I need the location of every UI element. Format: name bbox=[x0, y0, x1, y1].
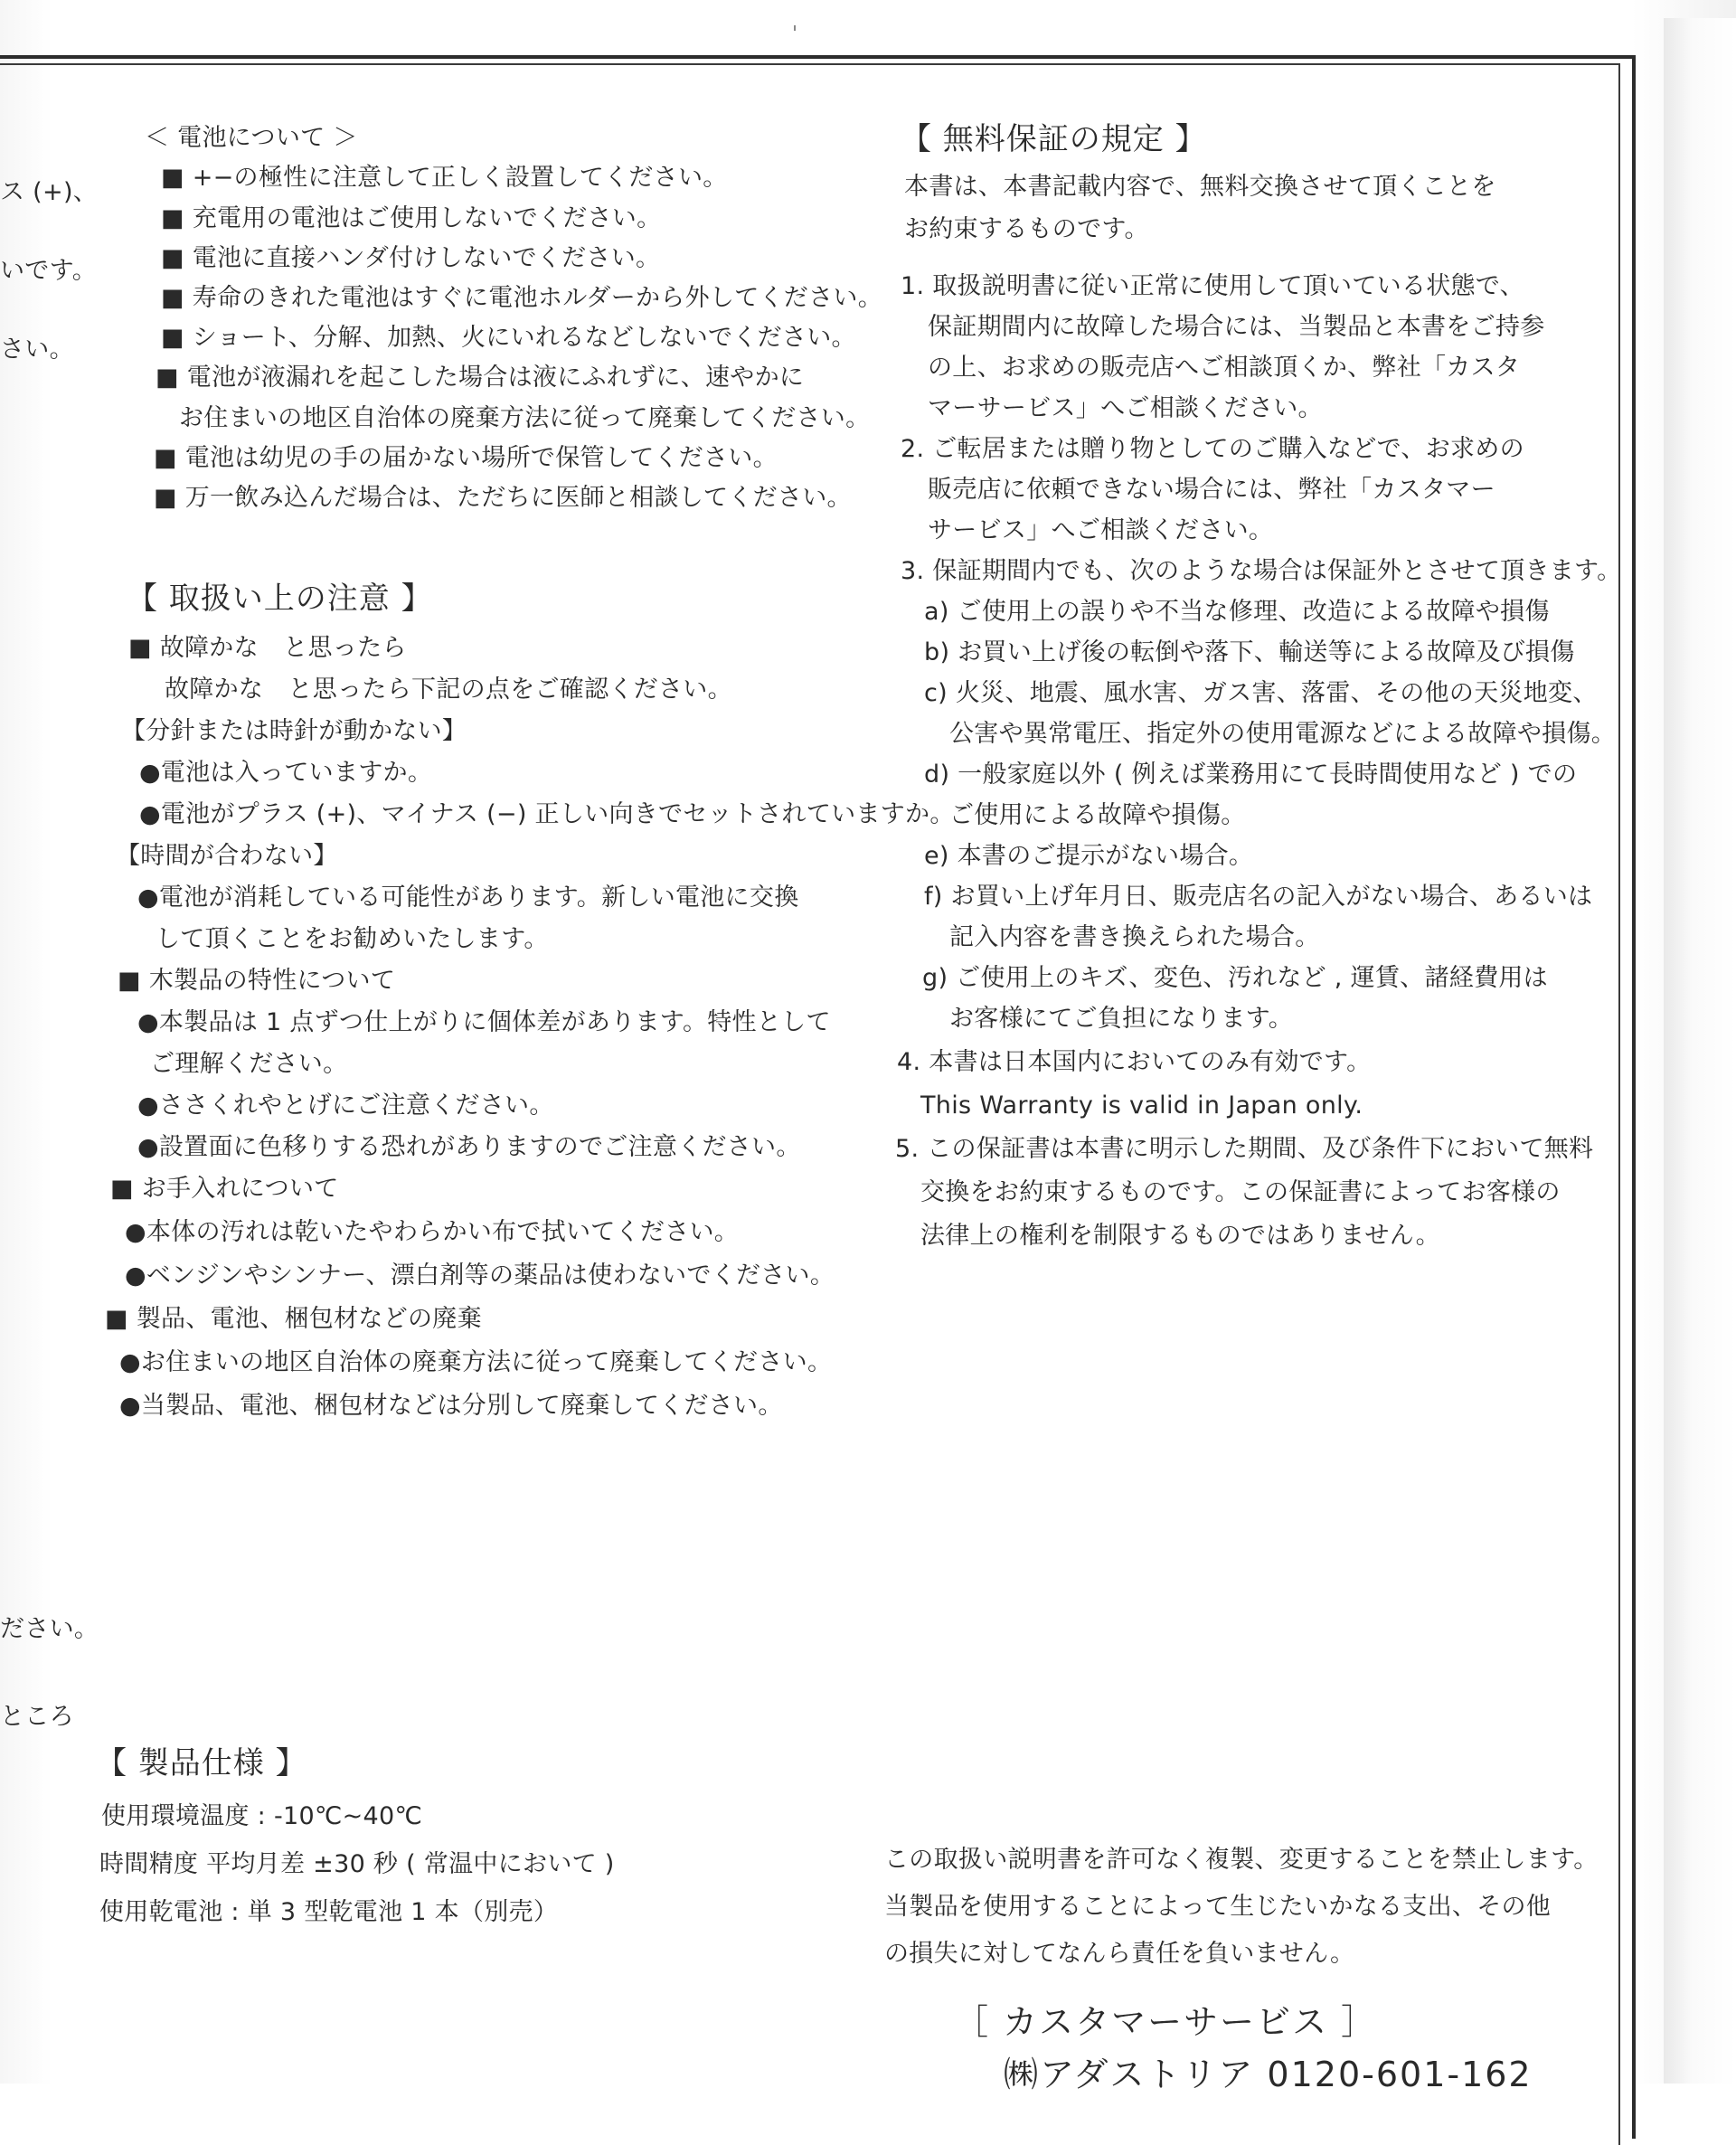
battery-item: ■ 電池に直接ハンダ付けしないでください。 bbox=[161, 244, 661, 272]
warranty-line: の上、お求めの販売店へご相談頂くか、弊社「カスタ bbox=[928, 354, 1521, 382]
left-fragment: いです。 bbox=[0, 257, 98, 285]
warranty-line: 交換をお約束するものです。この保証書によってお客様の bbox=[920, 1178, 1561, 1206]
handling-line: ■ 製品、電池、梱包材などの廃棄 bbox=[105, 1305, 482, 1333]
handling-line: ■ お手入れについて bbox=[110, 1175, 339, 1203]
handling-line: ●当製品、電池、梱包材などは分別して廃棄してください。 bbox=[119, 1392, 783, 1420]
handling-line: 【分針または時針が動かない】 bbox=[121, 717, 467, 745]
battery-item-continued: お住まいの地区自治体の廃棄方法に従って廃棄してください。 bbox=[179, 404, 871, 432]
specs-section-title: 【 製品仕様 】 bbox=[96, 1745, 307, 1781]
spec-line: 使用環境温度 : -10℃~40℃ bbox=[101, 1802, 423, 1830]
spec-line: 使用乾電池 : 単 3 型乾電池 1 本（別売） bbox=[99, 1898, 559, 1926]
left-fragment: ださい。 bbox=[0, 1615, 99, 1643]
warranty-line: f) お買い上げ年月日、販売店名の記入がない場合、あるいは bbox=[924, 883, 1593, 911]
battery-item: ■ 万一飲み込んだ場合は、ただちに医師と相談してください。 bbox=[154, 484, 852, 512]
disclaimer-line: の損失に対してなんら責任を負いません。 bbox=[884, 1940, 1355, 1968]
handling-line: ●本製品は 1 点ずつ仕上がりに個体差があります。特性として bbox=[137, 1008, 831, 1036]
battery-item: ■ 寿命のきれた電池はすぐに電池ホルダーから外してください。 bbox=[161, 284, 883, 312]
battery-item: ■ 充電用の電池はご使用しないでください。 bbox=[161, 204, 662, 232]
warranty-line: お客様にてご負担になります。 bbox=[949, 1005, 1294, 1033]
warranty-line: 1. 取扱説明書に従い正常に使用して頂いている状態で、 bbox=[901, 272, 1524, 300]
warranty-line: 記入内容を書き換えられた場合。 bbox=[949, 923, 1320, 951]
warranty-line: b) お買い上げ後の転倒や落下、輸送等による故障及び損傷 bbox=[924, 638, 1575, 666]
handling-line: ●本体の汚れは乾いたやわらかい布で拭いてください。 bbox=[125, 1218, 740, 1246]
warranty-section-title: 【 無料保証の規定 】 bbox=[901, 121, 1207, 157]
warranty-line: 法律上の権利を制限するものではありません。 bbox=[920, 1222, 1440, 1250]
warranty-line: d) 一般家庭以外 ( 例えば業務用にて長時間使用など ) での bbox=[924, 761, 1578, 789]
handling-line: 【時間が合わない】 bbox=[116, 842, 338, 870]
warranty-line: g) ご使用上のキズ、変色、汚れなど , 運賃、諸経費用は bbox=[922, 964, 1548, 992]
warranty-line: 2. ご転居または贈り物としてのご購入などで、お求めの bbox=[901, 435, 1524, 463]
battery-section-title: ＜ 電池について ＞ bbox=[145, 124, 358, 152]
print-mark bbox=[794, 25, 796, 31]
warranty-line: お約束するものです。 bbox=[904, 215, 1149, 243]
battery-item: ■ +−の極性に注意して正しく設置してください。 bbox=[161, 164, 728, 192]
left-fragment: ス (+)、 bbox=[0, 178, 99, 206]
warranty-line: 本書は、本書記載内容で、無料交換させて頂くことを bbox=[904, 173, 1496, 201]
battery-item: ■ ショート、分解、加熱、火にいれるなどしないでください。 bbox=[161, 324, 856, 352]
handling-line: ●設置面に色移りする恐れがありますのでご注意ください。 bbox=[137, 1133, 801, 1161]
handling-line: ご理解ください。 bbox=[150, 1050, 348, 1078]
spec-line: 時間精度 平均月差 ±30 秒 ( 常温中において ) bbox=[99, 1850, 615, 1878]
warranty-line: 保証期間内に故障した場合には、当製品と本書をご持参 bbox=[928, 313, 1545, 341]
handling-line: 故障かな と思ったら下記の点をご確認ください。 bbox=[165, 676, 732, 704]
warranty-line: 公害や異常電圧、指定外の使用電源などによる故障や損傷。 bbox=[949, 720, 1617, 748]
battery-item: ■ 電池が液漏れを起こした場合は液にふれずに、速やかに bbox=[156, 364, 805, 392]
warranty-line: 販売店に依頼できない場合には、弊社「カスタマー bbox=[928, 476, 1495, 504]
disclaimer-line: 当製品を使用することによって生じたいかなる支出、その他 bbox=[884, 1893, 1552, 1921]
handling-line: ■ 故障かな と思ったら bbox=[128, 634, 407, 662]
handling-line: ●ベンジンやシンナー、漂白剤等の薬品は使わないでください。 bbox=[125, 1261, 835, 1290]
warranty-line: This Warranty is valid in Japan only. bbox=[920, 1091, 1363, 1120]
warranty-line: 5. この保証書は本書に明示した期間、及び条件下において無料 bbox=[895, 1135, 1594, 1163]
handling-line: ●電池は入っていますか。 bbox=[139, 759, 433, 787]
warranty-line: サービス」へご相談ください。 bbox=[928, 516, 1274, 544]
handling-line: ●ささくれやとげにご注意ください。 bbox=[137, 1091, 554, 1120]
disclaimer-line: この取扱い説明書を許可なく複製、変更することを禁止します。 bbox=[884, 1846, 1599, 1874]
handling-line: ●電池がプラス (+)、マイナス (−) 正しい向きでセットされていますか。 bbox=[139, 800, 955, 828]
left-fragment: ところ bbox=[0, 1703, 74, 1731]
handling-line: ■ 木製品の特性について bbox=[118, 967, 396, 995]
warranty-line: 3. 保証期間内でも、次のような場合は保証外とさせて頂きます。 bbox=[901, 557, 1622, 585]
handling-line: ●お住まいの地区自治体の廃棄方法に従って廃棄してください。 bbox=[119, 1348, 833, 1376]
handling-line: して頂くことをお勧めいたします。 bbox=[156, 925, 549, 953]
paper-edge bbox=[1664, 18, 1736, 2084]
battery-item: ■ 電池は幼児の手の届かない場所で保管してください。 bbox=[154, 444, 778, 472]
warranty-line: a) ご使用上の誤りや不当な修理、改造による故障や損傷 bbox=[924, 598, 1550, 626]
warranty-line: ご使用による故障や損傷。 bbox=[949, 801, 1246, 829]
handling-line: ●電池が消耗している可能性があります。新しい電池に交換 bbox=[137, 884, 799, 912]
handling-section-title: 【 取扱い上の注意 】 bbox=[127, 581, 433, 617]
customer-service-label: ［ カスタマーサービス ］ bbox=[954, 2002, 1378, 2042]
warranty-line: 4. 本書は日本国内においてのみ有効です。 bbox=[897, 1048, 1372, 1076]
warranty-line: e) 本書のご提示がない場合。 bbox=[924, 842, 1254, 870]
left-fragment: さい。 bbox=[0, 335, 74, 364]
warranty-line: c) 火災、地震、風水害、ガス害、落雷、その他の天災地変、 bbox=[924, 679, 1598, 707]
warranty-line: マーサービス」へご相談ください。 bbox=[928, 394, 1323, 422]
customer-service-phone: ㈱アダストリア 0120-601-162 bbox=[1004, 2055, 1533, 2094]
